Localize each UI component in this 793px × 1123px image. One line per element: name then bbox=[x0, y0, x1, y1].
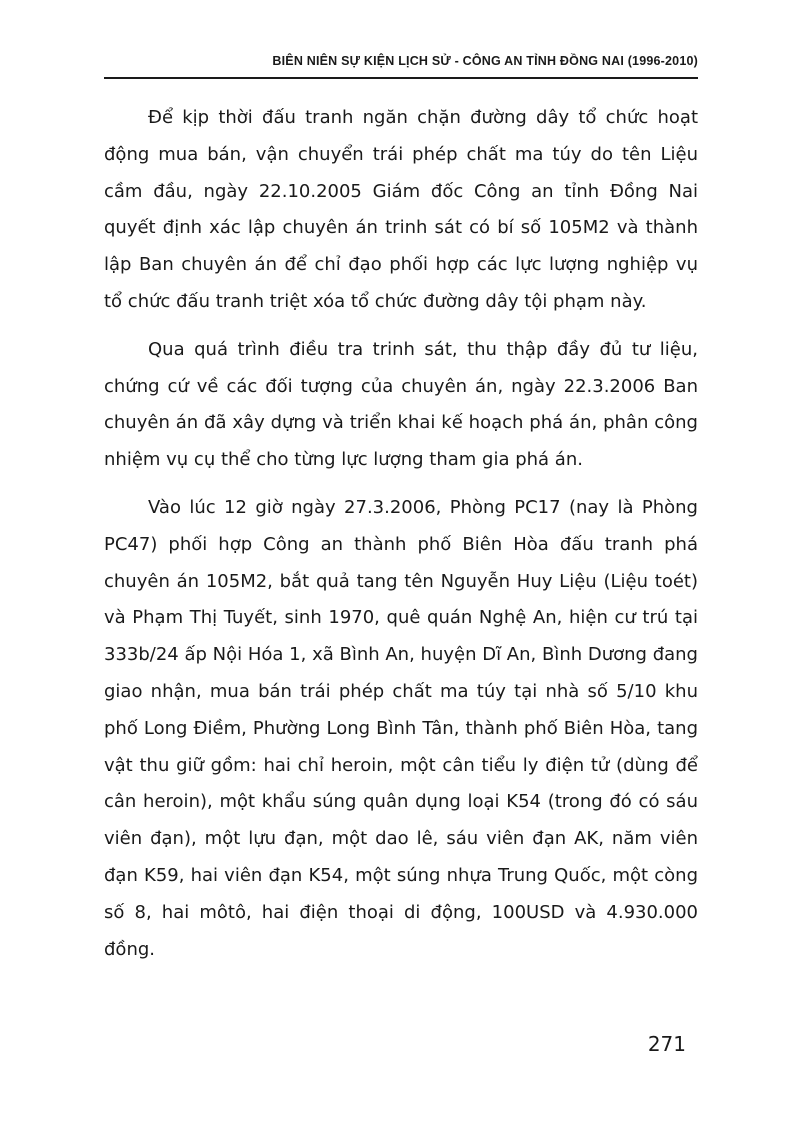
header-rule bbox=[104, 77, 698, 79]
paragraph-3: Vào lúc 12 giờ ngày 27.3.2006, Phòng PC17 (nay là Phòng PC47) phối hợp Công an thành phố Biên Hòa đấu tranh phá chuyên án 105M2, bắt quả tang tên Nguyễn Huy Liệu (Liệu toét) và Phạm Thị Tuyết, sinh 1970, quê quán Nghệ An, hiện cư trú tại 333b/24 ấp Nội Hóa 1, xã Bình An, huyện Dĩ An, Bình Dương đang giao nhận, mua bán trái phép chất ma túy tại nhà số 5/10 khu phố Long Điềm, Phường Long Bình Tân, thành phố Biên Hòa, tang vật thu giữ gồm: hai chỉ heroin, một cân tiểu ly điện tử (dùng để cân heroin), một khẩu súng quân dụng loại K54 (trong đó có sáu viên đạn), một lựu đạn, một dao lê, sáu viên đạn AK, năm viên đạn K59, hai viên đạn K54, một súng nhựa Trung Quốc, một còng số 8, hai môtô, hai điện thoại di động, 100USD và 4.930.000 đồng. bbox=[104, 496, 698, 960]
running-header: BIÊN NIÊN SỰ KIỆN LỊCH SỬ - CÔNG AN TỈNH ĐỒNG NAI (1996-2010) bbox=[272, 54, 698, 68]
paragraph-2: Qua quá trình điều tra trinh sát, thu thập đầy đủ tư liệu, chứng cứ về các đối tượng của chuyên án, ngày 22.3.2006 Ban chuyên án đã xây dựng và triển khai kế hoạch phá án, phân công nhiệm vụ cụ thể cho từng lực lượng tham gia phá án. bbox=[104, 338, 698, 471]
paragraph-1: Để kịp thời đấu tranh ngăn chặn đường dây tổ chức hoạt động mua bán, vận chuyển trái phép chất ma túy do tên Liệu cầm đầu, ngày 22.10.2005 Giám đốc Công an tỉnh Đồng Nai quyết định xác lập chuyên án trinh sát có bí số 105M2 và thành lập Ban chuyên án để chỉ đạo phối hợp các lực lượng nghiệp vụ tổ chức đấu tranh triệt xóa tổ chức đường dây tội phạm này. bbox=[104, 107, 698, 312]
body-text bbox=[104, 100, 698, 979]
page-number: 271 bbox=[647, 1032, 686, 1056]
